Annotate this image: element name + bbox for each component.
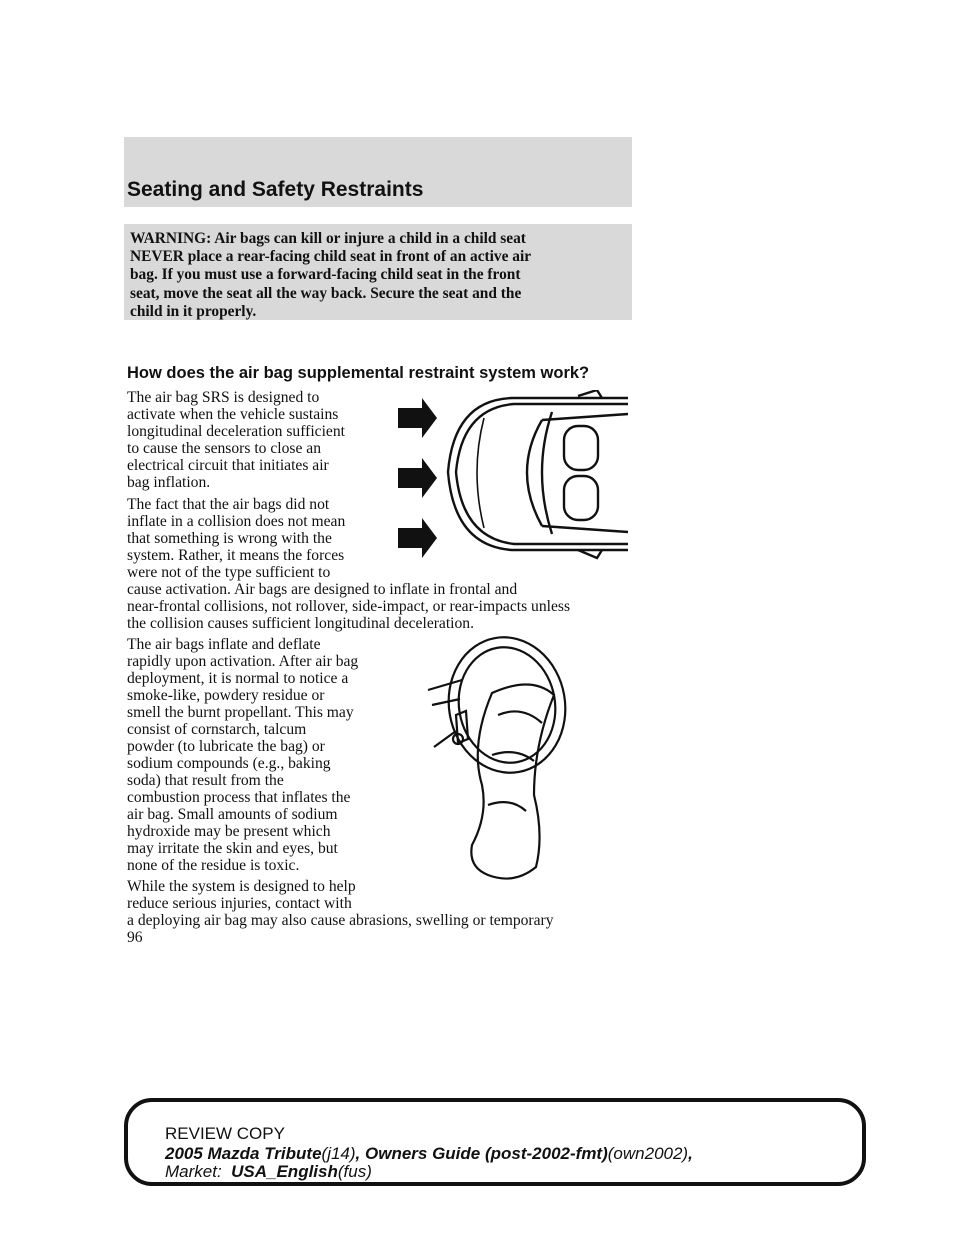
- body-text-line: may irritate the skin and eyes, but: [127, 840, 338, 857]
- footer-separator: ,: [688, 1144, 693, 1163]
- impact-arrow-icon: [398, 398, 437, 438]
- frontal-impact-illustration: [392, 390, 632, 565]
- body-text-line: While the system is designed to help: [127, 878, 356, 895]
- body-text-line: to cause the sensors to close an: [127, 440, 322, 457]
- body-text-line: The fact that the air bags did not: [127, 496, 330, 513]
- body-text-line: combustion process that inflates the: [127, 789, 351, 806]
- body-text-line: smoke-like, powdery residue or: [127, 687, 325, 704]
- impact-arrow-icon: [398, 458, 437, 498]
- body-text-line: a deploying air bag may also cause abrasions, swelling or temporary: [127, 912, 554, 929]
- body-text-line: hydroxide may be present which: [127, 823, 331, 840]
- footer-separator: ,: [355, 1144, 365, 1163]
- body-text-line: The air bags inflate and deflate: [127, 636, 321, 653]
- page-number: 96: [127, 929, 143, 946]
- body-text-line: cause activation. Air bags are designed to inflate in frontal and: [127, 581, 518, 598]
- body-text-line: near-frontal collisions, not rollover, side-impact, or rear-impacts unless: [127, 598, 571, 615]
- vehicle-top-view-icon: [448, 390, 628, 558]
- body-text-line: were not of the type sufficient to: [127, 564, 331, 581]
- body-text-line: inflate in a collision does not mean: [127, 513, 346, 530]
- deployed-airbag-illustration: [422, 635, 632, 890]
- footer-guide: Owners Guide (post-2002-fmt): [365, 1144, 608, 1163]
- body-text-line: consist of cornstarch, talcum: [127, 721, 307, 738]
- body-text-line: The air bag SRS is designed to: [127, 389, 320, 406]
- body-text-line: smell the burnt propellant. This may: [127, 704, 354, 721]
- body-text-line: electrical circuit that initiates air: [127, 457, 329, 474]
- review-copy-label: REVIEW COPY: [165, 1124, 285, 1143]
- footer-market-label: Market:: [165, 1162, 232, 1181]
- body-text-line: the collision causes sufficient longitudinal deceleration.: [127, 615, 475, 632]
- footer-guide-code: (own2002): [607, 1144, 689, 1163]
- body-text-line: activate when the vehicle sustains: [127, 406, 339, 423]
- body-text-line: soda) that result from the: [127, 772, 284, 789]
- body-text-line: deployment, it is normal to notice a: [127, 670, 349, 687]
- body-text-line: bag inflation.: [127, 474, 211, 491]
- impact-arrow-icon: [398, 518, 437, 558]
- airbag-icon: [471, 684, 554, 878]
- body-text-line: reduce serious injuries, contact with: [127, 895, 352, 912]
- footer-market-line: [165, 1162, 372, 1182]
- body-text-line: none of the residue is toxic.: [127, 857, 300, 874]
- footer-market-code: (fus): [337, 1162, 372, 1181]
- body-text-line: longitudinal deceleration sufficient: [127, 423, 345, 440]
- subheading: How does the air bag supplemental restraint system work?: [127, 364, 590, 382]
- warning-line: seat, move the seat all the way back. Secure the seat and the: [130, 284, 522, 302]
- footer-market: USA_English: [231, 1162, 338, 1181]
- warning-line: bag. If you must use a forward-facing child seat in the front: [130, 266, 521, 284]
- warning-line: child in it properly.: [130, 302, 257, 320]
- warning-line: WARNING: Air bags can kill or injure a child in a child seat: [130, 230, 526, 247]
- warning-line: NEVER place a rear-facing child seat in front of an active air: [130, 248, 532, 266]
- body-text-line: air bag. Small amounts of sodium: [127, 806, 338, 823]
- body-text-line: rapidly upon activation. After air bag: [127, 653, 359, 670]
- body-text-line: sodium compounds (e.g., baking: [127, 755, 331, 772]
- footer-model: 2005 Mazda Tribute: [165, 1144, 322, 1163]
- footer-model-code: (j14): [321, 1144, 356, 1163]
- body-text-line: system. Rather, it means the forces: [127, 547, 345, 564]
- footer-document-line: [165, 1144, 693, 1164]
- section-title: Seating and Safety Restraints: [127, 178, 424, 201]
- body-text-line: powder (to lubricate the bag) or: [127, 738, 325, 755]
- warning-box: [124, 224, 632, 320]
- body-text-line: that something is wrong with the: [127, 530, 332, 547]
